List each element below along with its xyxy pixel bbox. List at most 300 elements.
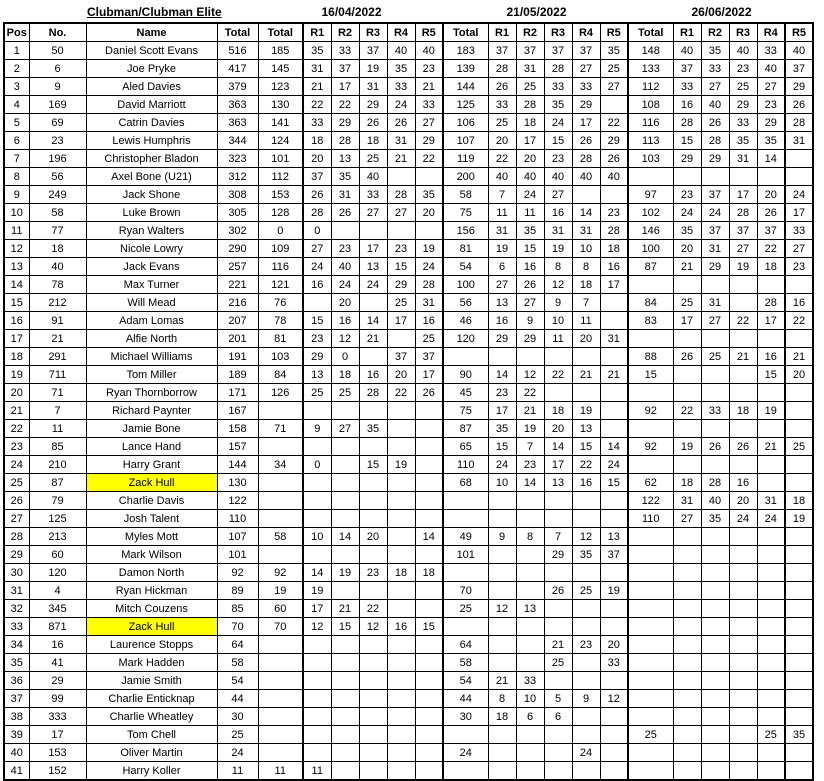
cell-name: Michael Williams bbox=[86, 348, 217, 366]
table-row bbox=[4, 240, 813, 258]
cell-event2-r2 bbox=[516, 636, 544, 654]
cell-event3-r5: 22 bbox=[785, 312, 813, 330]
cell-pos: 11 bbox=[4, 222, 29, 240]
cell-no: 4 bbox=[29, 582, 86, 600]
cell-event3-r4: 37 bbox=[757, 222, 785, 240]
cell-event2-r5: 17 bbox=[600, 276, 628, 294]
cell-no: 153 bbox=[29, 744, 86, 762]
cell-event2-total: 139 bbox=[443, 60, 488, 78]
cell-overall-total: 158 bbox=[217, 420, 258, 438]
cell-event3-r5 bbox=[785, 168, 813, 186]
cell-event3-total bbox=[628, 168, 673, 186]
cell-no: 60 bbox=[29, 546, 86, 564]
cell-event2-r5: 20 bbox=[600, 636, 628, 654]
cell-event1-r1: 0 bbox=[303, 222, 331, 240]
table-row bbox=[4, 78, 813, 96]
cell-event1-r1: 13 bbox=[303, 366, 331, 384]
cell-event3-r5: 31 bbox=[785, 132, 813, 150]
cell-event3-r4 bbox=[757, 276, 785, 294]
cell-event2-r1 bbox=[488, 348, 516, 366]
cell-event2-r3 bbox=[544, 672, 572, 690]
cell-pos: 21 bbox=[4, 402, 29, 420]
cell-event1-r4 bbox=[387, 708, 415, 726]
event2-date: 21/05/2022 bbox=[506, 4, 567, 19]
cell-event1-r4 bbox=[387, 474, 415, 492]
cell-event1-r2 bbox=[331, 402, 359, 420]
cell-event2-r2: 28 bbox=[516, 96, 544, 114]
cell-event2-r2: 12 bbox=[516, 366, 544, 384]
cell-event1-r2: 15 bbox=[331, 618, 359, 636]
cell-event3-r5 bbox=[785, 762, 813, 781]
cell-no: 78 bbox=[29, 276, 86, 294]
cell-event3-r2: 28 bbox=[701, 474, 729, 492]
col-header-event3-r4: R4 bbox=[757, 23, 785, 42]
cell-event3-r4 bbox=[757, 474, 785, 492]
cell-event2-r2: 16 bbox=[516, 258, 544, 276]
table-row bbox=[4, 708, 813, 726]
cell-event1-r4 bbox=[387, 528, 415, 546]
cell-event3-r3 bbox=[729, 528, 757, 546]
cell-event3-total: 108 bbox=[628, 96, 673, 114]
cell-event3-total bbox=[628, 456, 673, 474]
cell-overall-total: 363 bbox=[217, 114, 258, 132]
cell-event1-r1 bbox=[303, 636, 331, 654]
cell-event3-r3 bbox=[729, 600, 757, 618]
cell-event2-r1: 17 bbox=[488, 402, 516, 420]
cell-event2-r5: 35 bbox=[600, 42, 628, 60]
cell-event2-r2: 35 bbox=[516, 222, 544, 240]
cell-event2-r5: 13 bbox=[600, 528, 628, 546]
cell-event2-r4: 31 bbox=[572, 222, 600, 240]
cell-event3-r5: 33 bbox=[785, 222, 813, 240]
cell-event1-r2: 27 bbox=[331, 420, 359, 438]
cell-event2-r2 bbox=[516, 618, 544, 636]
cell-event2-r4 bbox=[572, 708, 600, 726]
cell-event2-r4: 27 bbox=[572, 60, 600, 78]
cell-event3-r2 bbox=[701, 654, 729, 672]
cell-event3-r5 bbox=[785, 582, 813, 600]
cell-event1-r5: 15 bbox=[415, 618, 443, 636]
cell-event1-r3 bbox=[359, 636, 387, 654]
cell-event3-total: 148 bbox=[628, 42, 673, 60]
cell-pos: 4 bbox=[4, 96, 29, 114]
cell-event1-r1 bbox=[303, 438, 331, 456]
cell-event1-r1 bbox=[303, 510, 331, 528]
cell-event2-r4: 18 bbox=[572, 276, 600, 294]
cell-event3-r5: 20 bbox=[785, 366, 813, 384]
cell-event2-r3 bbox=[544, 618, 572, 636]
cell-event1-r5: 23 bbox=[415, 60, 443, 78]
col-header-event3-r2: R2 bbox=[701, 23, 729, 42]
cell-event2-r1: 22 bbox=[488, 150, 516, 168]
cell-event1-r5 bbox=[415, 582, 443, 600]
cell-event1-total: 76 bbox=[258, 294, 303, 312]
cell-event2-r2 bbox=[516, 564, 544, 582]
cell-event2-total bbox=[443, 762, 488, 781]
cell-event3-r1 bbox=[673, 546, 701, 564]
cell-overall-total: 216 bbox=[217, 294, 258, 312]
cell-event1-r4 bbox=[387, 438, 415, 456]
cell-event3-r1: 17 bbox=[673, 312, 701, 330]
cell-event2-r5: 21 bbox=[600, 366, 628, 384]
cell-event1-r5: 16 bbox=[415, 312, 443, 330]
cell-event2-total: 125 bbox=[443, 96, 488, 114]
cell-no: 71 bbox=[29, 384, 86, 402]
cell-event2-r3: 22 bbox=[544, 366, 572, 384]
cell-event2-r1: 26 bbox=[488, 78, 516, 96]
cell-event3-r3 bbox=[729, 420, 757, 438]
cell-overall-total: 24 bbox=[217, 744, 258, 762]
cell-pos: 10 bbox=[4, 204, 29, 222]
cell-event1-r2 bbox=[331, 636, 359, 654]
cell-pos: 8 bbox=[4, 168, 29, 186]
cell-event2-r3: 40 bbox=[544, 168, 572, 186]
cell-event1-r3: 33 bbox=[359, 186, 387, 204]
cell-event2-r1: 14 bbox=[488, 366, 516, 384]
cell-no: 120 bbox=[29, 564, 86, 582]
cell-event3-r3: 16 bbox=[729, 474, 757, 492]
cell-event1-r3: 14 bbox=[359, 312, 387, 330]
cell-event3-r1 bbox=[673, 636, 701, 654]
cell-event2-r1: 35 bbox=[488, 420, 516, 438]
cell-event1-total: 153 bbox=[258, 186, 303, 204]
cell-name: Joe Pryke bbox=[86, 60, 217, 78]
cell-event3-r4: 21 bbox=[757, 438, 785, 456]
cell-event3-r1 bbox=[673, 690, 701, 708]
col-header-no: No. bbox=[29, 23, 86, 42]
cell-event3-r2 bbox=[701, 276, 729, 294]
cell-event3-r2: 25 bbox=[701, 348, 729, 366]
cell-event2-r2 bbox=[516, 348, 544, 366]
cell-no: 56 bbox=[29, 168, 86, 186]
cell-event2-r2 bbox=[516, 582, 544, 600]
cell-event2-r4: 33 bbox=[572, 78, 600, 96]
cell-event3-r2 bbox=[701, 456, 729, 474]
cell-event1-r4 bbox=[387, 762, 415, 781]
cell-event3-r3: 28 bbox=[729, 204, 757, 222]
cell-event3-r2 bbox=[701, 762, 729, 781]
cell-name: Ryan Walters bbox=[86, 222, 217, 240]
cell-event2-r1 bbox=[488, 546, 516, 564]
cell-event2-r3: 20 bbox=[544, 420, 572, 438]
table-row bbox=[4, 312, 813, 330]
cell-event1-r1: 19 bbox=[303, 582, 331, 600]
cell-event3-r3 bbox=[729, 762, 757, 781]
col-header-event3-r3: R3 bbox=[729, 23, 757, 42]
cell-event2-r4: 15 bbox=[572, 438, 600, 456]
cell-event2-r3: 37 bbox=[544, 42, 572, 60]
cell-event3-r1: 31 bbox=[673, 492, 701, 510]
cell-event2-r2: 14 bbox=[516, 474, 544, 492]
cell-name: Jamie Smith bbox=[86, 672, 217, 690]
cell-event3-r4 bbox=[757, 744, 785, 762]
cell-event1-r1: 20 bbox=[303, 150, 331, 168]
cell-event3-r3 bbox=[729, 564, 757, 582]
cell-pos: 16 bbox=[4, 312, 29, 330]
cell-event1-r3: 16 bbox=[359, 366, 387, 384]
cell-pos: 39 bbox=[4, 726, 29, 744]
cell-event2-r2: 20 bbox=[516, 150, 544, 168]
cell-event3-r4: 33 bbox=[757, 42, 785, 60]
col-header-event2-r4: R4 bbox=[572, 23, 600, 42]
cell-event1-r5: 35 bbox=[415, 186, 443, 204]
cell-event3-total bbox=[628, 546, 673, 564]
cell-event1-total: 19 bbox=[258, 582, 303, 600]
cell-event1-r5 bbox=[415, 492, 443, 510]
cell-event3-total: 113 bbox=[628, 132, 673, 150]
cell-event2-r1: 18 bbox=[488, 708, 516, 726]
cell-overall-total: 257 bbox=[217, 258, 258, 276]
cell-event1-r4 bbox=[387, 690, 415, 708]
table-row bbox=[4, 276, 813, 294]
cell-event1-r4 bbox=[387, 222, 415, 240]
cell-event2-r5: 26 bbox=[600, 150, 628, 168]
cell-event2-r1: 11 bbox=[488, 204, 516, 222]
cell-event1-r2: 33 bbox=[331, 42, 359, 60]
cell-event2-r2: 33 bbox=[516, 672, 544, 690]
cell-overall-total: 25 bbox=[217, 726, 258, 744]
cell-name: David Marriott bbox=[86, 96, 217, 114]
cell-event3-r5: 28 bbox=[785, 114, 813, 132]
cell-event1-total bbox=[258, 510, 303, 528]
cell-event3-total bbox=[628, 276, 673, 294]
cell-event1-total: 121 bbox=[258, 276, 303, 294]
cell-event2-total: 120 bbox=[443, 330, 488, 348]
cell-pos: 2 bbox=[4, 60, 29, 78]
cell-event2-r5: 37 bbox=[600, 546, 628, 564]
cell-event2-r2: 15 bbox=[516, 240, 544, 258]
cell-event1-r5 bbox=[415, 510, 443, 528]
cell-event3-r2: 31 bbox=[701, 240, 729, 258]
cell-event3-r3 bbox=[729, 456, 757, 474]
cell-event2-r4: 14 bbox=[572, 204, 600, 222]
cell-name: Axel Bone (U21) bbox=[86, 168, 217, 186]
cell-event1-r4: 18 bbox=[387, 564, 415, 582]
cell-event3-r4 bbox=[757, 762, 785, 781]
cell-event3-r1 bbox=[673, 276, 701, 294]
cell-event2-r5: 25 bbox=[600, 60, 628, 78]
cell-event1-r4: 21 bbox=[387, 150, 415, 168]
cell-event1-total: 101 bbox=[258, 150, 303, 168]
cell-event1-r5: 24 bbox=[415, 258, 443, 276]
cell-event3-r3 bbox=[729, 330, 757, 348]
cell-event3-r4 bbox=[757, 384, 785, 402]
col-header-event1-r4: R4 bbox=[387, 23, 415, 42]
cell-event1-r1 bbox=[303, 726, 331, 744]
cell-event2-r2: 18 bbox=[516, 114, 544, 132]
cell-event1-total: 112 bbox=[258, 168, 303, 186]
table-row bbox=[4, 294, 813, 312]
cell-event2-r1 bbox=[488, 654, 516, 672]
cell-event2-r2: 11 bbox=[516, 204, 544, 222]
cell-event2-r1 bbox=[488, 582, 516, 600]
cell-event1-r2 bbox=[331, 510, 359, 528]
cell-pos: 25 bbox=[4, 474, 29, 492]
cell-event2-r2: 24 bbox=[516, 186, 544, 204]
cell-event3-r3: 26 bbox=[729, 438, 757, 456]
cell-event1-r2 bbox=[331, 708, 359, 726]
cell-event3-r2 bbox=[701, 672, 729, 690]
cell-pos: 12 bbox=[4, 240, 29, 258]
cell-event3-r1 bbox=[673, 564, 701, 582]
cell-event3-total: 102 bbox=[628, 204, 673, 222]
col-header-event1-r3: R3 bbox=[359, 23, 387, 42]
cell-event2-r5: 40 bbox=[600, 168, 628, 186]
cell-event1-total: 185 bbox=[258, 42, 303, 60]
cell-event2-r4: 17 bbox=[572, 114, 600, 132]
cell-event1-total bbox=[258, 492, 303, 510]
cell-event2-total: 101 bbox=[443, 546, 488, 564]
cell-overall-total: 101 bbox=[217, 546, 258, 564]
cell-event1-r2: 19 bbox=[331, 564, 359, 582]
cell-event1-r1: 23 bbox=[303, 330, 331, 348]
cell-event3-r5: 18 bbox=[785, 492, 813, 510]
col-header-total: Total bbox=[217, 23, 258, 42]
cell-event1-r3 bbox=[359, 492, 387, 510]
sheet-title: Clubman/Clubman Elite bbox=[87, 4, 222, 19]
cell-event3-total: 122 bbox=[628, 492, 673, 510]
cell-event2-r3: 23 bbox=[544, 150, 572, 168]
cell-event1-r1 bbox=[303, 402, 331, 420]
cell-event2-r4 bbox=[572, 600, 600, 618]
cell-no: 125 bbox=[29, 510, 86, 528]
cell-event3-r4: 25 bbox=[757, 726, 785, 744]
cell-pos: 1 bbox=[4, 42, 29, 60]
cell-event3-r3: 40 bbox=[729, 42, 757, 60]
cell-event3-r5 bbox=[785, 474, 813, 492]
cell-event1-r1 bbox=[303, 492, 331, 510]
cell-name: Catrin Davies bbox=[86, 114, 217, 132]
cell-event1-r3: 15 bbox=[359, 456, 387, 474]
cell-event3-r1 bbox=[673, 600, 701, 618]
cell-event1-r3 bbox=[359, 762, 387, 781]
cell-event2-total bbox=[443, 618, 488, 636]
cell-event3-r4 bbox=[757, 636, 785, 654]
cell-event1-r1: 35 bbox=[303, 42, 331, 60]
cell-event1-r5: 26 bbox=[415, 384, 443, 402]
event3-date: 26/06/2022 bbox=[691, 4, 752, 19]
table-row bbox=[4, 420, 813, 438]
cell-event1-total: 34 bbox=[258, 456, 303, 474]
cell-event3-r3: 25 bbox=[729, 78, 757, 96]
cell-event3-r4 bbox=[757, 330, 785, 348]
cell-event2-r5: 23 bbox=[600, 204, 628, 222]
cell-event2-r2: 17 bbox=[516, 132, 544, 150]
cell-event1-r2: 28 bbox=[331, 132, 359, 150]
cell-event3-r5 bbox=[785, 654, 813, 672]
cell-event1-r5: 25 bbox=[415, 330, 443, 348]
cell-event3-r5 bbox=[785, 744, 813, 762]
cell-event3-total bbox=[628, 618, 673, 636]
cell-overall-total: 207 bbox=[217, 312, 258, 330]
cell-event1-r5: 22 bbox=[415, 150, 443, 168]
cell-event1-total: 123 bbox=[258, 78, 303, 96]
cell-event1-r5 bbox=[415, 708, 443, 726]
cell-event1-total: 124 bbox=[258, 132, 303, 150]
cell-event2-r2: 21 bbox=[516, 402, 544, 420]
cell-no: 6 bbox=[29, 60, 86, 78]
cell-event2-r1: 7 bbox=[488, 186, 516, 204]
cell-event2-total: 119 bbox=[443, 150, 488, 168]
cell-event3-r1: 26 bbox=[673, 348, 701, 366]
cell-event3-r3: 29 bbox=[729, 96, 757, 114]
cell-event1-r3 bbox=[359, 474, 387, 492]
cell-event2-r3 bbox=[544, 492, 572, 510]
cell-event3-r2: 26 bbox=[701, 438, 729, 456]
cell-event1-r5: 31 bbox=[415, 294, 443, 312]
cell-event3-r3: 33 bbox=[729, 114, 757, 132]
cell-event1-r1 bbox=[303, 654, 331, 672]
cell-event2-total: 87 bbox=[443, 420, 488, 438]
cell-event3-r1 bbox=[673, 366, 701, 384]
cell-event1-total bbox=[258, 402, 303, 420]
cell-pos: 34 bbox=[4, 636, 29, 654]
cell-event2-r3 bbox=[544, 564, 572, 582]
cell-no: 7 bbox=[29, 402, 86, 420]
table-row bbox=[4, 582, 813, 600]
cell-event3-r2 bbox=[701, 546, 729, 564]
cell-no: 79 bbox=[29, 492, 86, 510]
cell-event3-r5: 24 bbox=[785, 186, 813, 204]
cell-event3-total: 116 bbox=[628, 114, 673, 132]
col-header-name: Name bbox=[86, 23, 217, 42]
cell-event2-r1: 37 bbox=[488, 42, 516, 60]
cell-pos: 19 bbox=[4, 366, 29, 384]
cell-event2-r1 bbox=[488, 510, 516, 528]
cell-event2-r2 bbox=[516, 744, 544, 762]
cell-event3-r4 bbox=[757, 546, 785, 564]
cell-event3-total: 100 bbox=[628, 240, 673, 258]
cell-event2-r2: 19 bbox=[516, 420, 544, 438]
cell-event2-r3: 7 bbox=[544, 528, 572, 546]
table-row bbox=[4, 456, 813, 474]
cell-event2-r2: 29 bbox=[516, 330, 544, 348]
cell-event1-r5: 27 bbox=[415, 114, 443, 132]
cell-event2-r3: 5 bbox=[544, 690, 572, 708]
cell-event1-r2 bbox=[331, 222, 359, 240]
table-row bbox=[4, 402, 813, 420]
cell-pos: 3 bbox=[4, 78, 29, 96]
cell-event3-r4 bbox=[757, 420, 785, 438]
cell-event1-total: 109 bbox=[258, 240, 303, 258]
cell-event1-r2: 0 bbox=[331, 348, 359, 366]
cell-no: 11 bbox=[29, 420, 86, 438]
cell-name: Charlie Davis bbox=[86, 492, 217, 510]
cell-event3-r3: 35 bbox=[729, 132, 757, 150]
cell-event1-total bbox=[258, 654, 303, 672]
table-row bbox=[4, 492, 813, 510]
cell-pos: 15 bbox=[4, 294, 29, 312]
cell-event3-r1 bbox=[673, 654, 701, 672]
cell-no: 210 bbox=[29, 456, 86, 474]
cell-event1-r4: 25 bbox=[387, 294, 415, 312]
cell-event1-r2: 26 bbox=[331, 204, 359, 222]
cell-event2-r5 bbox=[600, 618, 628, 636]
cell-event2-r5 bbox=[600, 402, 628, 420]
cell-event2-r4: 9 bbox=[572, 690, 600, 708]
cell-event2-r5 bbox=[600, 294, 628, 312]
cell-event1-r4 bbox=[387, 636, 415, 654]
cell-event2-total: 70 bbox=[443, 582, 488, 600]
table-row bbox=[4, 744, 813, 762]
cell-event1-r1: 12 bbox=[303, 618, 331, 636]
cell-event1-r3 bbox=[359, 348, 387, 366]
cell-event1-r5: 29 bbox=[415, 132, 443, 150]
cell-event3-r2 bbox=[701, 618, 729, 636]
cell-event2-r4: 26 bbox=[572, 132, 600, 150]
cell-event2-r1: 20 bbox=[488, 132, 516, 150]
cell-event1-r3: 17 bbox=[359, 240, 387, 258]
